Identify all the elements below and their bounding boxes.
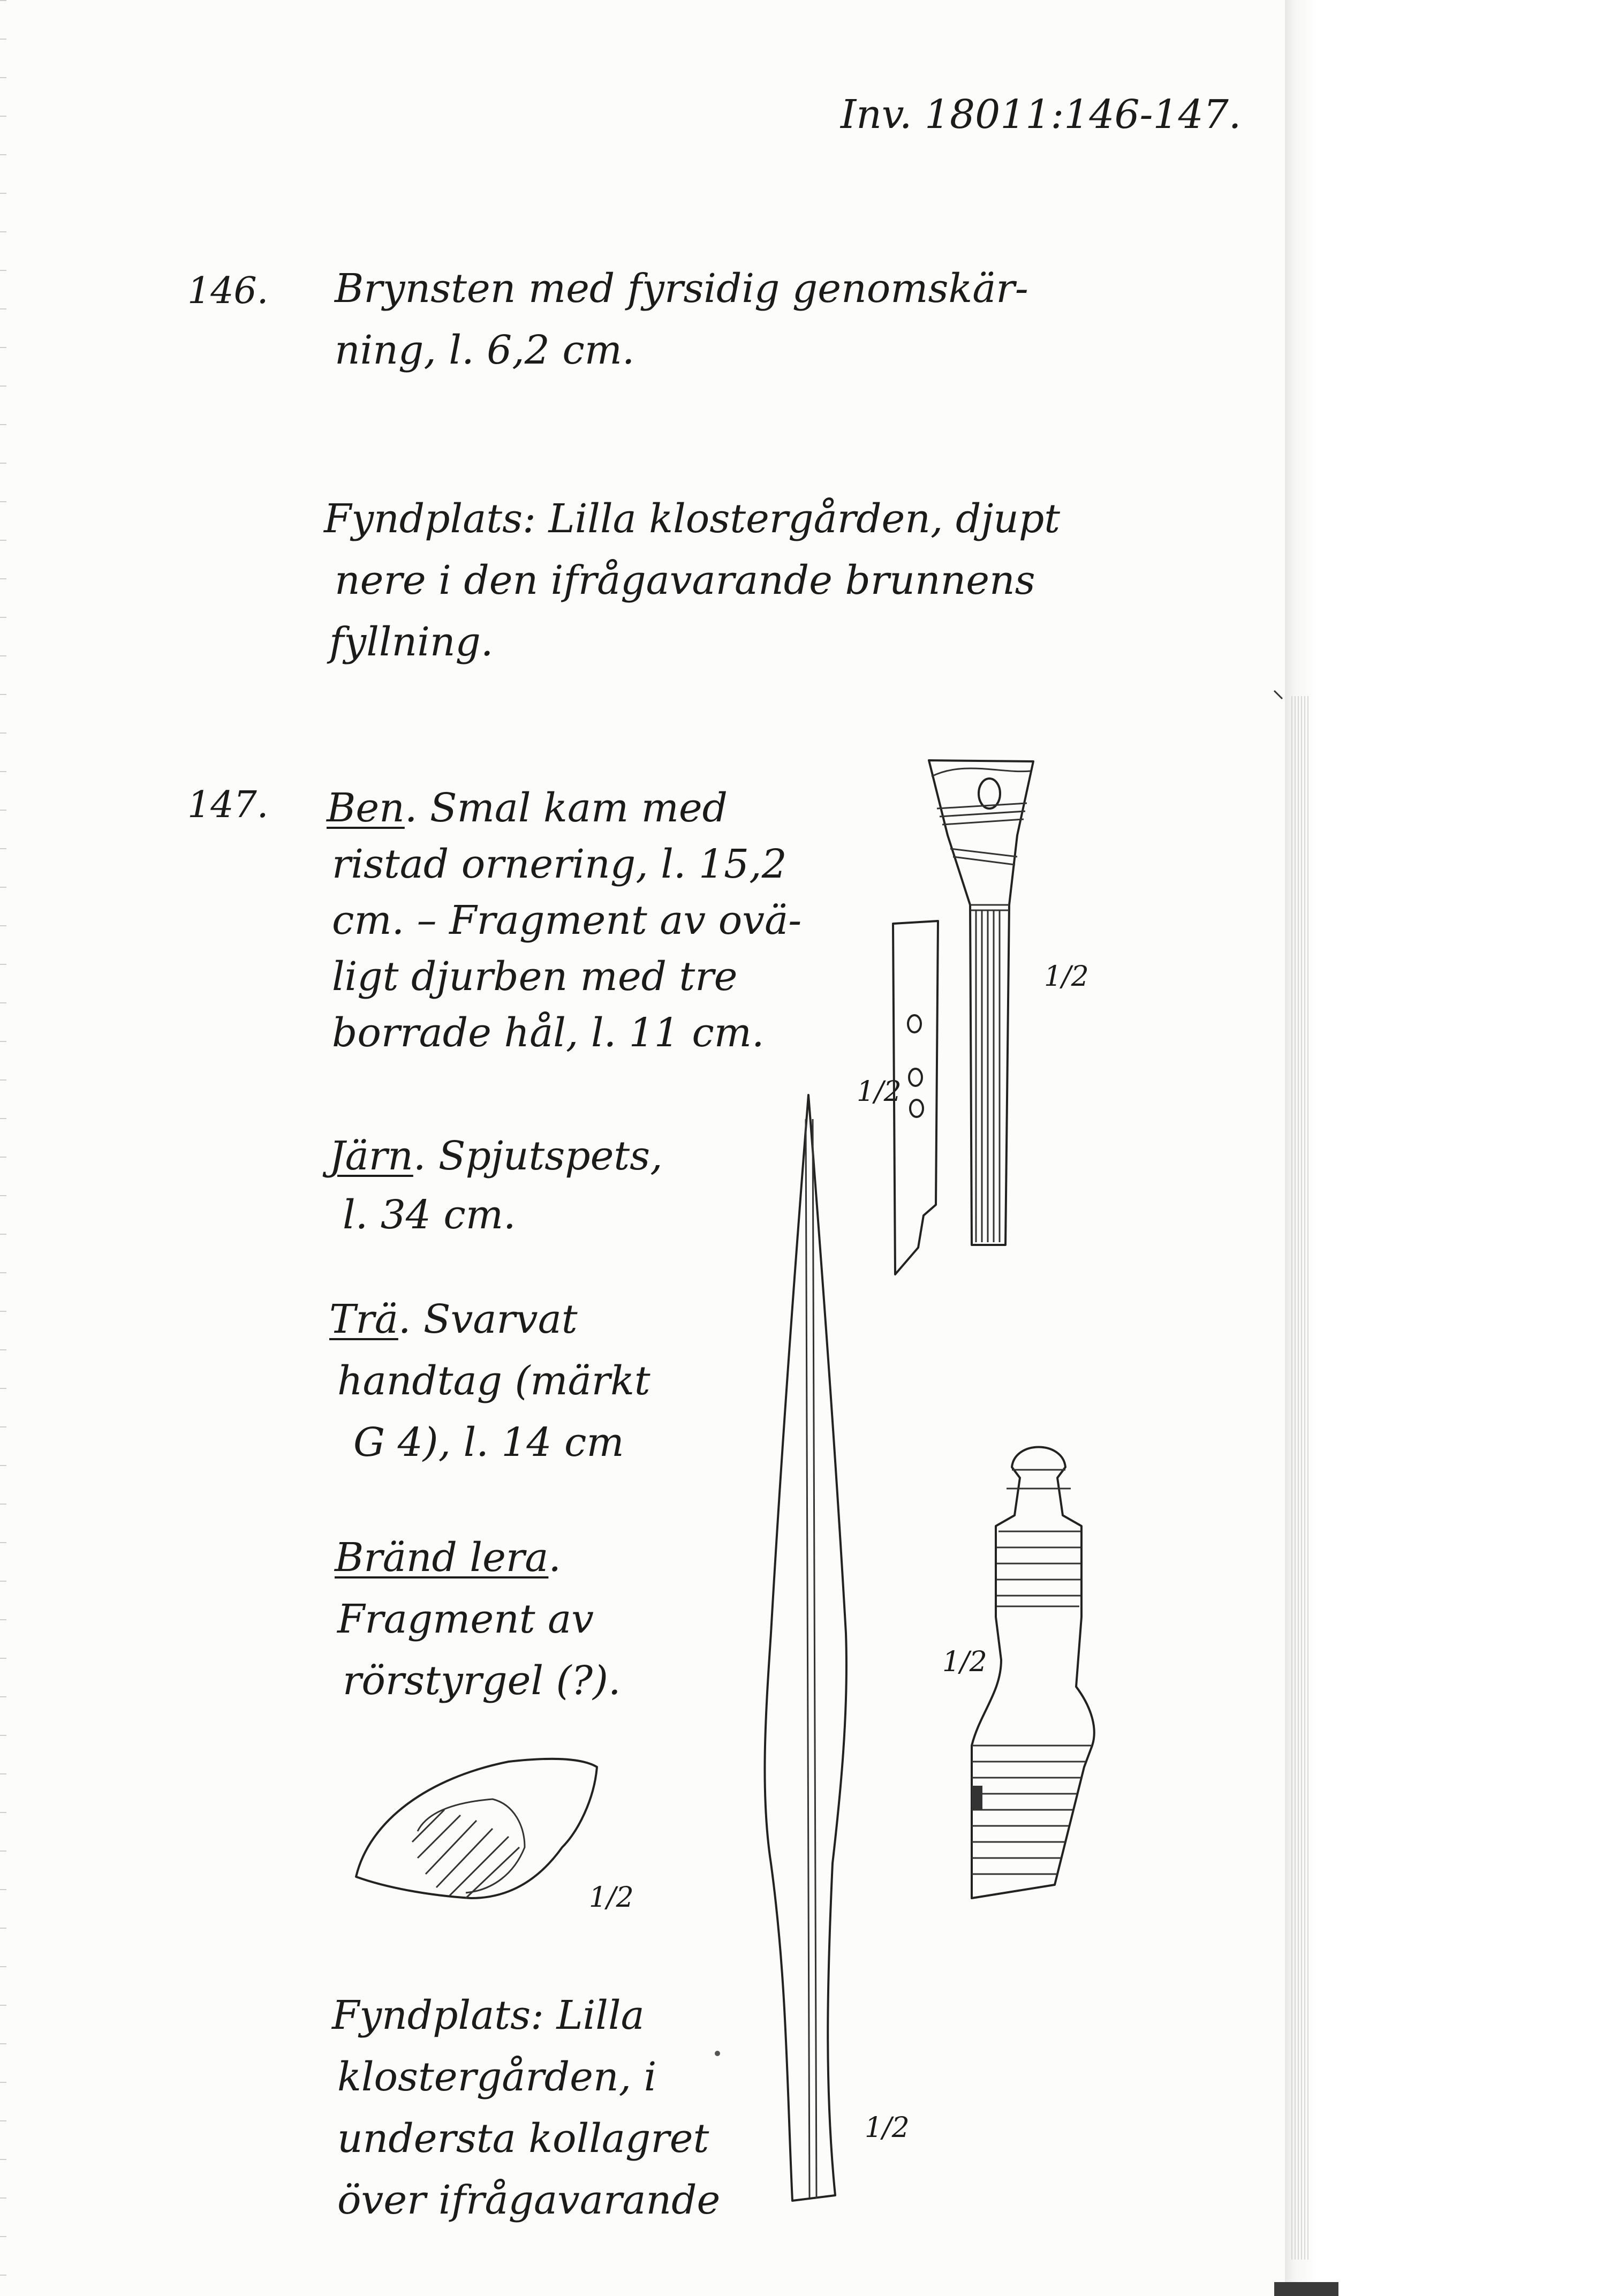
iron-line-2: l. 34 cm. [343,1192,516,1238]
iron-line-1: Järn. Spjutspets, [329,1133,663,1179]
entry-146-findspot-2: nere i den ifrågavarande brunnens [335,557,1035,603]
scale-label-comb: 1/2 [1044,961,1089,993]
bone-heading: Ben [327,785,405,831]
scale-label-bone: 1/2 [857,1076,902,1108]
entry-146-findspot-1: Fyndplats: Lilla klostergården, djupt [324,496,1061,542]
clay-heading: Bränd lera [335,1535,549,1581]
entry-146-findspot-3: fyllning. [329,619,494,665]
bone-line-2: ristad ornering, l. 15,2 [332,841,787,887]
clay-line-3: rörstyrgel (?). [343,1658,621,1704]
entry-147-findspot-2: klostergården, i [337,2054,657,2100]
wood-line-2: handtag (märkt [337,1358,650,1404]
scale-label-spear: 1/2 [865,2112,910,2144]
clay-line-1: Bränd lera. [335,1535,561,1581]
entry-147-number: 147. [187,784,269,826]
scale-label-clay: 1/2 [589,1882,634,1914]
inventory-number: Inv. 18011:146-147. [841,92,1242,138]
page-edges [1291,696,1311,2260]
bone-line-3: cm. – Fragment av ovä- [332,897,802,943]
entry-147-findspot-3: understa kollagret [337,2116,709,2162]
bone-line-1: Ben. Smal kam med [327,785,728,831]
book-corner [1274,2282,1338,2296]
wood-line-3: G 4), l. 14 cm [353,1419,624,1466]
entry-147-findspot-4: över ifrågavarande [337,2177,721,2223]
wood-heading: Trä [329,1296,398,1342]
book-gutter [1285,0,1619,2296]
entry-146-line-1: Brynsten med fyrsidig genomskär- [335,266,1028,312]
iron-heading: Järn [329,1133,413,1179]
grid-margin [0,0,6,2296]
entry-146-line-2: ning, l. 6,2 cm. [335,327,635,373]
clay-line-2: Fragment av [337,1596,594,1642]
scale-label-handle: 1/2 [942,1646,987,1678]
entry-146-number: 146. [187,270,269,312]
bone-line-4: ligt djurben med tre [332,954,738,1000]
bone-line-5: borrade hål, l. 11 cm. [332,1010,765,1056]
entry-147-findspot-1: Fyndplats: Lilla [332,1992,645,2038]
wood-line-1: Trä. Svarvat [329,1296,578,1342]
